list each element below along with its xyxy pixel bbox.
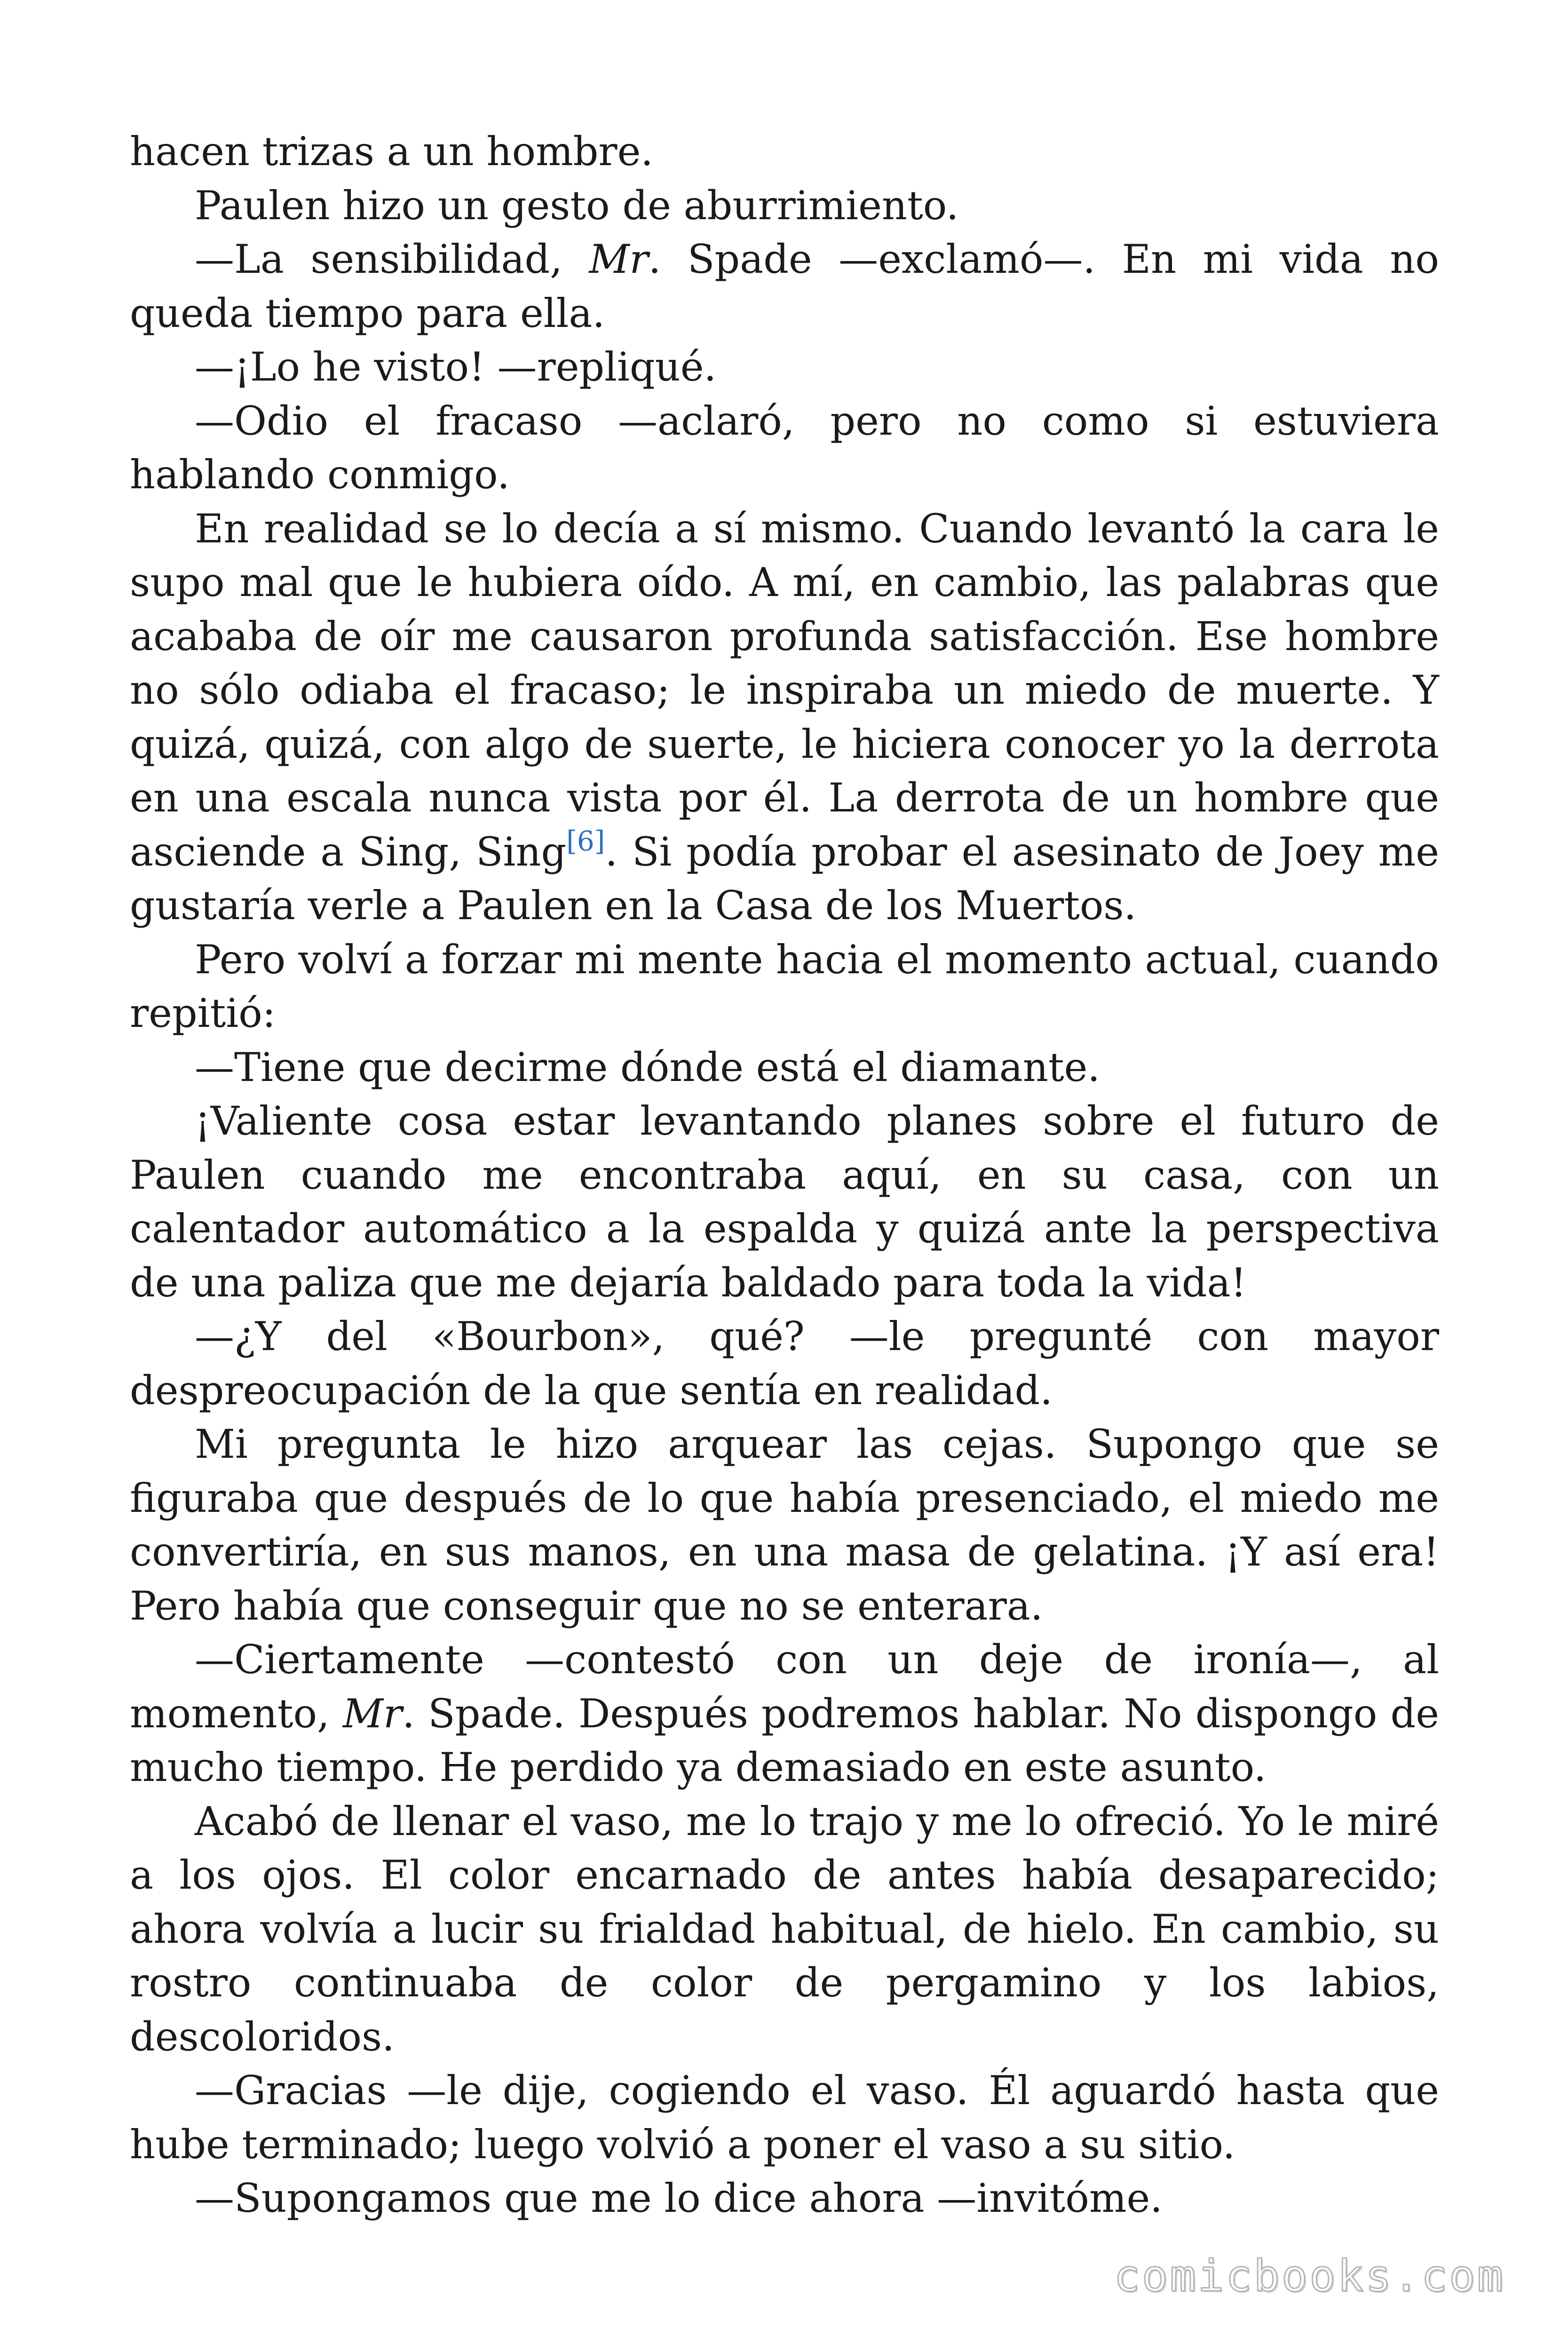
- paragraph: —¡Lo he visto! —repliqué.: [195, 344, 717, 390]
- footnote-link[interactable]: [6]: [566, 825, 605, 857]
- paragraph: [130, 232, 1439, 340]
- paragraph: [130, 502, 1439, 933]
- paragraph: ¡Valiente cosa estar levantando planes sobre el futuro de Paulen cuando me encontraba aquí, en su casa, con un calentador automático a la espalda y quizá ante la perspectiva de una paliza que me dejaría baldado para toda la vida!: [130, 1098, 1439, 1306]
- paragraph: —Supongamos que me lo dice ahora —invitóme.: [195, 2175, 1163, 2221]
- paragraph-text: —Ciertamente —contestó con un deje de ironía—, al momento,: [130, 1637, 1439, 1737]
- body-text: [130, 125, 1439, 2225]
- italic-title: Mr: [342, 1690, 403, 1737]
- paragraph: hacen trizas a un hombre.: [130, 128, 653, 175]
- paragraph-text: —La sensibilidad,: [195, 236, 589, 282]
- paragraph: —Gracias —le dije, cogiendo el vaso. Él aguardó hasta que hube terminado; luego volvió a poner el vaso a su sitio.: [130, 2067, 1439, 2168]
- paragraph-text: En realidad se lo decía a sí mismo. Cuando levantó la cara le supo mal que le hubiera oído. A mí, en cambio, las palabras que acababa de oír me causaron profunda satisfacción. Ese hombre no sólo odiaba el fracaso; le inspiraba un miedo de muerte. Y quizá, quizá, con algo de suerte, le hiciera conocer yo la derrota en una escala nunca vista por él. La derrota de un hombre que asciende a Sing, Sing: [130, 505, 1439, 875]
- paragraph: —Tiene que decirme dónde está el diamante.: [195, 1044, 1100, 1090]
- paragraph-text: . Spade —exclamó—. En mi vida no queda tiempo para ella.: [130, 236, 1439, 336]
- paragraph: —¿Y del «Bourbon», qué? —le pregunté con mayor despreocupación de la que sentía en realidad.: [130, 1313, 1439, 1414]
- paragraph: Acabó de llenar el vaso, me lo trajo y me lo ofreció. Yo le miré a los ojos. El color encarnado de antes había desaparecido; ahora volvía a lucir su frialdad habitual, de hielo. En cambio, su rostro continuaba de color de pergamino y los labios, descoloridos.: [130, 1798, 1439, 2060]
- paragraph: Mi pregunta le hizo arquear las cejas. Supongo que se figuraba que después de lo que había presenciado, el miedo me convertiría, en sus manos, en una masa de gelatina. ¡Y así era! Pero había que conseguir que no se enterara.: [130, 1421, 1439, 1629]
- watermark-logo: comicbooks.com: [1114, 2251, 1505, 2301]
- paragraph-text: . Spade. Después podremos hablar. No dispongo de mucho tiempo. He perdido ya demasiado en este asunto.: [130, 1690, 1440, 1790]
- paragraph-text: . Si podía probar el asesinato de Joey me gustaría verle a Paulen en la Casa de los Muertos.: [130, 828, 1439, 929]
- paragraph: —Odio el fracaso —aclaró, pero no como si estuviera hablando conmigo.: [130, 397, 1439, 498]
- paragraph: Pero volví a forzar mi mente hacia el momento actual, cuando repitió:: [130, 936, 1439, 1036]
- paragraph: Paulen hizo un gesto de aburrimiento.: [195, 182, 959, 229]
- italic-title: Mr: [589, 236, 649, 282]
- paragraph: [130, 1633, 1439, 1795]
